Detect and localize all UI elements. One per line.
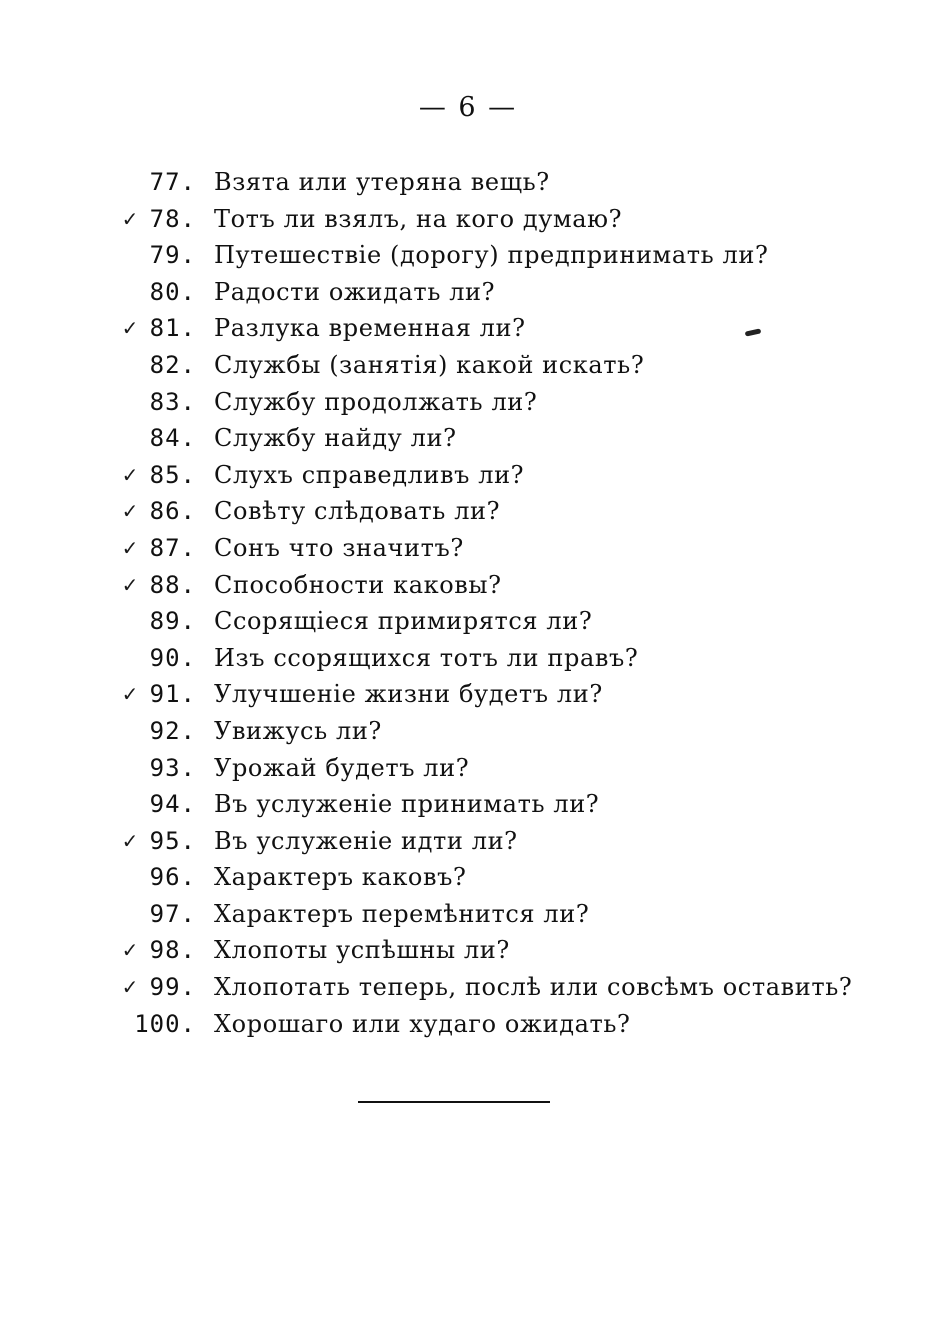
question-text: Въ услуженіе идти ли? [214,826,518,855]
question-text: Улучшеніе жизни будетъ ли? [214,680,603,709]
question-list [0,164,936,1042]
question-number: 79. [149,241,196,270]
check-mark-icon: ✓ [121,535,139,560]
check-mark-icon: ✓ [121,682,139,707]
question-number: 93. [149,753,196,782]
question-text: Службы (занятія) какой искать? [214,350,645,379]
question-number: 90. [149,643,196,672]
question-text: Службу продолжать ли? [214,387,538,416]
question-row [0,932,936,969]
question-number: 84. [149,424,196,453]
question-row [0,713,936,750]
question-text: Слухъ справедливъ ли? [214,460,525,489]
question-number: 87. [149,533,196,562]
question-row [0,274,936,311]
question-row [0,347,936,384]
question-text: Характеръ перемѣнится ли? [214,899,590,928]
question-number: 77. [149,168,196,196]
question-text: Путешествіе (дорогу) предпринимать ли? [214,241,769,270]
check-mark-icon: ✓ [121,828,139,853]
question-number: 88. [149,570,196,599]
question-row [0,859,936,896]
question-text: Взята или утеряна вещь? [214,168,550,196]
question-row [0,567,936,604]
question-number: 96. [149,863,196,892]
question-text: Хлопоты успѣшны ли? [214,936,510,965]
question-text: Совѣту слѣдовать ли? [214,497,501,526]
question-number: 91. [149,680,196,709]
question-text: Ссорящіеся примирятся ли? [214,607,593,636]
question-number: 83. [149,387,196,416]
check-mark-icon: ✓ [121,975,139,1000]
question-text: Характеръ каковъ? [214,863,467,892]
question-text: Разлука временная ли? [214,314,526,343]
question-number: 80. [149,277,196,306]
question-text: Радости ожидать ли? [214,277,496,306]
page-number: — 6 — [418,92,518,123]
question-row [0,676,936,713]
question-row [0,384,936,421]
question-number: 97. [149,899,196,928]
question-row [0,164,936,201]
question-row [0,1006,936,1043]
question-number: 85. [149,460,196,489]
check-mark-icon: ✓ [121,316,139,341]
question-text: Тотъ ли взялъ, на кого думаю? [214,204,623,233]
question-text: Хорошаго или худаго ожидать? [214,1009,631,1038]
check-mark-icon: ✓ [121,206,139,231]
question-row [0,823,936,860]
question-text: Сонъ что значитъ? [214,533,464,562]
question-row [0,201,936,238]
question-row [0,237,936,274]
question-text: Увижусь ли? [214,716,382,745]
question-number: 98. [149,936,196,965]
check-mark-icon: ✓ [121,572,139,597]
question-row [0,420,936,457]
question-row [0,310,936,347]
question-text: Урожай будетъ ли? [214,753,470,782]
question-row [0,603,936,640]
question-number: 89. [149,607,196,636]
question-text: Въ услуженіе принимать ли? [214,790,600,819]
question-number: 95. [149,826,196,855]
check-mark-icon: ✓ [121,462,139,487]
question-number: 100. [134,1009,196,1038]
end-rule [358,1101,550,1103]
question-text: Изъ ссорящихся тотъ ли правъ? [214,643,639,672]
question-text: Службу найду ли? [214,424,457,453]
question-row [0,640,936,677]
question-number: 82. [149,350,196,379]
question-text: Способности каковы? [214,570,502,599]
question-row [0,493,936,530]
check-mark-icon: ✓ [121,938,139,963]
question-row [0,750,936,787]
question-number: 78. [149,204,196,233]
question-number: 81. [149,314,196,343]
question-row [0,457,936,494]
question-row [0,530,936,567]
question-number: 99. [149,973,196,1002]
question-row [0,969,936,1006]
question-number: 94. [149,790,196,819]
question-row [0,786,936,823]
question-text: Хлопотать теперь, послѣ или совсѣмъ оставить? [214,973,853,1002]
check-mark-icon: ✓ [121,499,139,524]
question-row [0,896,936,933]
question-number: 92. [149,716,196,745]
question-number: 86. [149,497,196,526]
